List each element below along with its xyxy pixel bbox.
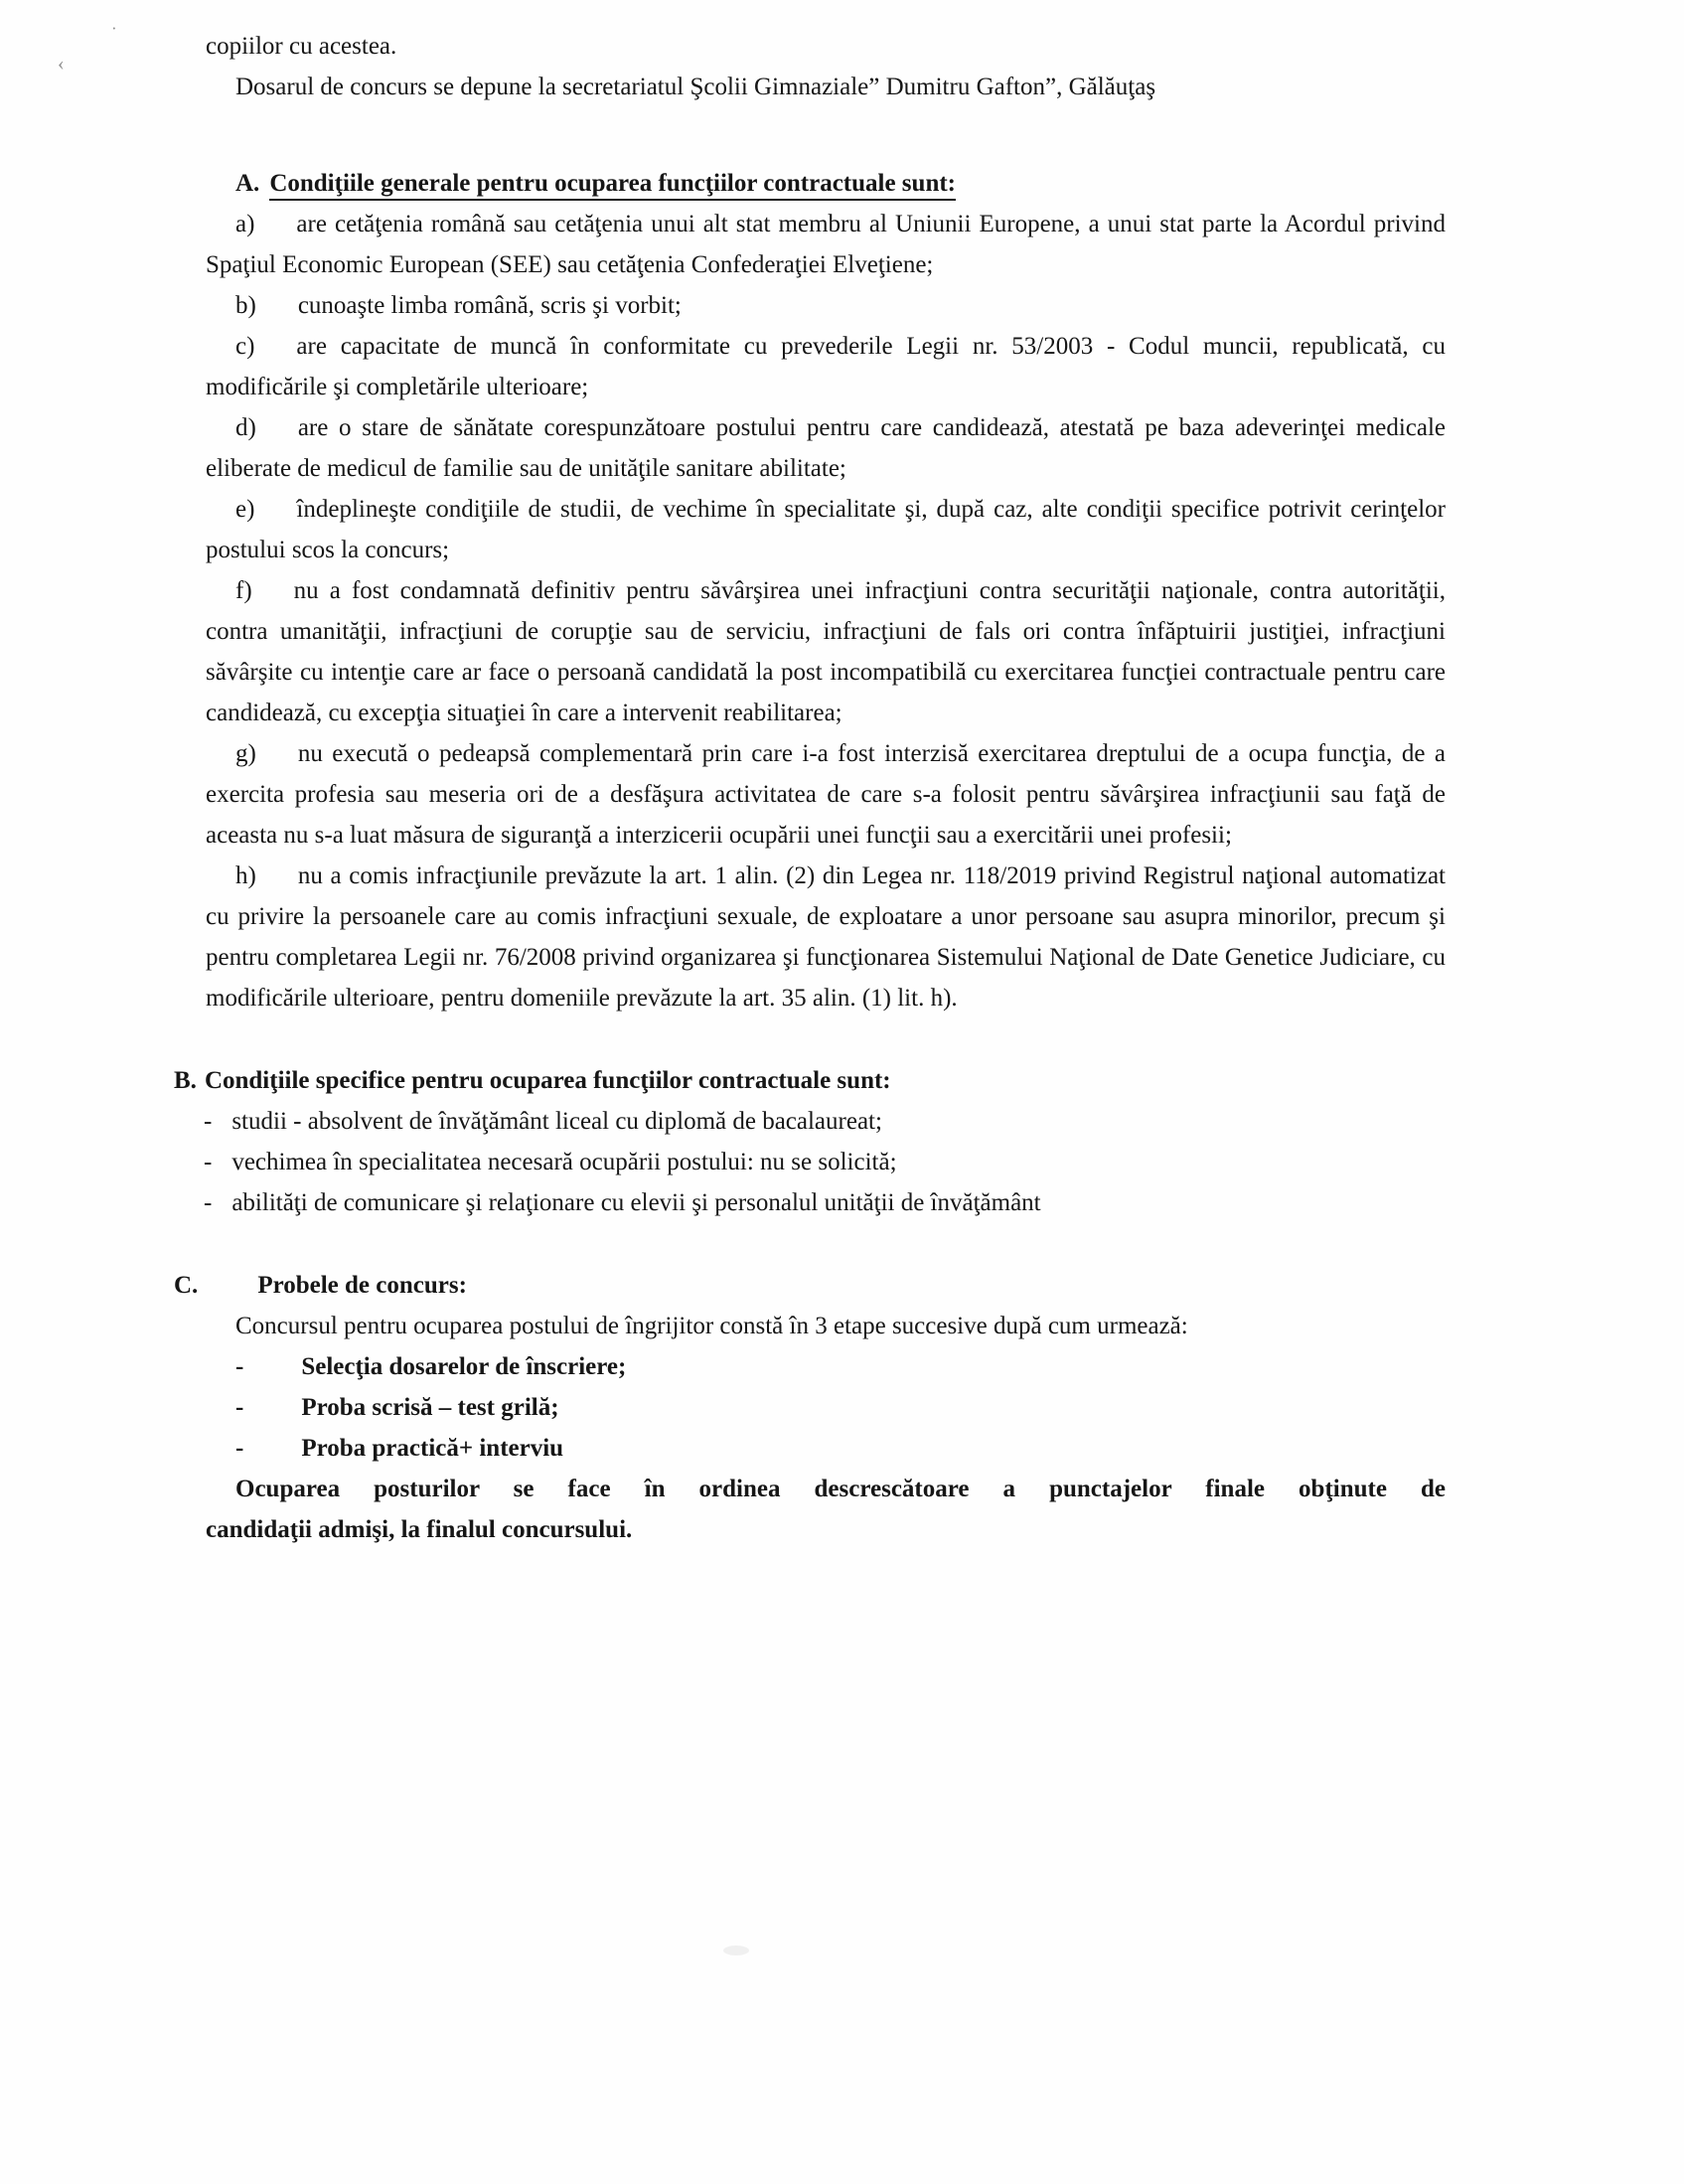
- item-text: abilităţi de comunicare şi relaţionare cu elevii şi personalul unităţii de învăţământ: [231, 1189, 1041, 1216]
- item-text: nu a fost condamnată definitiv pentru săvârşirea unei infracţiuni contra securităţii naţionale, contra autorităţii, contra umanităţii, infracţiuni de corupţie sau de serviciu, infracţiuni de fals ori contra înfăptuirii justiţiei, infracţiuni săvârşite cu intenţie care ar face o persoană candidată la post incompatibilă cu exercitarea funcţiei contractuale pentru care candidează, cu excepţia situaţiei în care a intervenit reabilitarea;: [206, 577, 1446, 726]
- probe-item-3: [206, 1428, 1446, 1469]
- item-text: Selecţia dosarelor de înscriere;: [301, 1353, 627, 1380]
- section-a-prefix: A.: [235, 170, 260, 197]
- item-text: Proba practică+ interviu: [301, 1435, 564, 1462]
- item-text: cunoaşte limba română, scris şi vorbit;: [297, 292, 682, 319]
- item-text: are capacitate de muncă în conformitate cu prevederile Legii nr. 53/2003 - Codul muncii, republicată, cu modificările şi completările ulterioare;: [206, 333, 1446, 400]
- section-a-heading: [206, 163, 1446, 204]
- item-text: vechimea în specialitatea necesară ocupării postului: nu se solicită;: [231, 1149, 897, 1175]
- closing-paragraph-line-2: candidaţii admişi, la finalul concursului.: [206, 1516, 633, 1543]
- scan-smudge: [723, 1946, 749, 1955]
- scan-artifact-dot: ·: [111, 19, 117, 38]
- probe-intro: Concursul pentru ocuparea postului de îngrijitor constă în 3 etape succesive după cum urmează:: [235, 1313, 1188, 1339]
- section-c-prefix: C.: [174, 1272, 199, 1299]
- probe-item-1: [206, 1346, 1446, 1387]
- condition-item-b: [206, 285, 1446, 326]
- item-label: c): [235, 333, 255, 360]
- section-a-title: Condiţiile generale pentru ocuparea funcţiilor contractuale sunt:: [269, 170, 956, 201]
- dash-bullet: -: [204, 1189, 213, 1216]
- item-label: h): [235, 862, 256, 889]
- item-label: a): [235, 211, 255, 237]
- dash-bullet: -: [235, 1394, 244, 1421]
- condition-item-d: [206, 407, 1446, 489]
- probe-item-2: [206, 1387, 1446, 1428]
- condition-item-e: [206, 489, 1446, 570]
- dash-bullet: -: [235, 1353, 244, 1380]
- item-text: nu execută o pedeapsă complementară prin care i-a fost interzisă exercitarea dreptului de a ocupa funcţia, de a exercita profesia sau meseria ori de a desfăşura activitatea de care s-a folosit pentru săvârşirea infracţiunii sau faţă de aceasta nu s-a luat măsura de siguranţă a interzicerii ocupării unei funcţii sau a exercitării unei profesii;: [206, 740, 1446, 849]
- dash-bullet: -: [204, 1149, 213, 1175]
- item-text: nu a comis infracţiunile prevăzute la art. 1 alin. (2) din Legea nr. 118/2019 privind Registrul naţional automatizat cu privire la persoanele care au comis infracţiuni sexuale, de exploatare a unor persoane sau asupra minorilor, precum şi pentru completarea Legii nr. 76/2008 privind organizarea şi funcţionarea Sistemului Naţional de Date Genetice Judiciare, cu modificările ulterioare, pentru domeniile prevăzute la art. 35 alin. (1) lit. h).: [206, 862, 1446, 1012]
- intro-line-2: Dosarul de concurs se depune la secretariatul Şcolii Gimnaziale” Dumitru Gafton”, Gălăuţaş: [235, 74, 1156, 100]
- intro-line-1: copiilor cu acestea.: [206, 33, 397, 60]
- item-text: are o stare de sănătate corespunzătoare postului pentru care candidează, atestată pe baza adeverinţei medicale eliberate de medicul de familie sau de unităţile sanitare abilitate;: [206, 414, 1446, 482]
- item-label: g): [235, 740, 256, 767]
- condition-item-a: [206, 204, 1446, 285]
- specific-item-2: [204, 1142, 1446, 1182]
- specific-item-1: [204, 1101, 1446, 1142]
- item-label: e): [235, 496, 255, 523]
- scan-artifact-mark: ‹: [58, 53, 65, 75]
- section-b-heading: [174, 1060, 1446, 1101]
- item-label: f): [235, 577, 252, 604]
- dash-bullet: -: [204, 1108, 213, 1135]
- item-text: Proba scrisă – test grilă;: [301, 1394, 559, 1421]
- closing-paragraph-line-1: Ocuparea posturilor se face în ordinea descrescătoare a punctajelor finale obţinute de: [235, 1476, 1446, 1502]
- section-b-title: Condiţiile specifice pentru ocuparea funcţiilor contractuale sunt:: [204, 1067, 891, 1094]
- section-b-prefix: B.: [174, 1067, 197, 1094]
- condition-item-g: [206, 733, 1446, 856]
- condition-item-c: [206, 326, 1446, 407]
- section-c-heading: [174, 1265, 1446, 1306]
- item-text: îndeplineşte condiţiile de studii, de vechime în specialitate şi, după caz, alte condiţii specifice potrivit cerinţelor postului scos la concurs;: [206, 496, 1446, 563]
- specific-item-3: [204, 1182, 1446, 1223]
- item-label: b): [235, 292, 256, 319]
- condition-item-f: [206, 570, 1446, 733]
- dash-bullet: -: [235, 1435, 244, 1462]
- item-text: are cetăţenia română sau cetăţenia unui alt stat membru al Uniunii Europene, a unui stat parte la Acordul privind Spaţiul Economic European (SEE) sau cetăţenia Confederaţiei Elveţiene;: [206, 211, 1446, 278]
- item-label: d): [235, 414, 256, 441]
- item-text: studii - absolvent de învăţământ liceal cu diplomă de bacalaureat;: [231, 1108, 882, 1135]
- section-c-title: Probele de concurs:: [257, 1272, 467, 1299]
- condition-item-h: [206, 856, 1446, 1018]
